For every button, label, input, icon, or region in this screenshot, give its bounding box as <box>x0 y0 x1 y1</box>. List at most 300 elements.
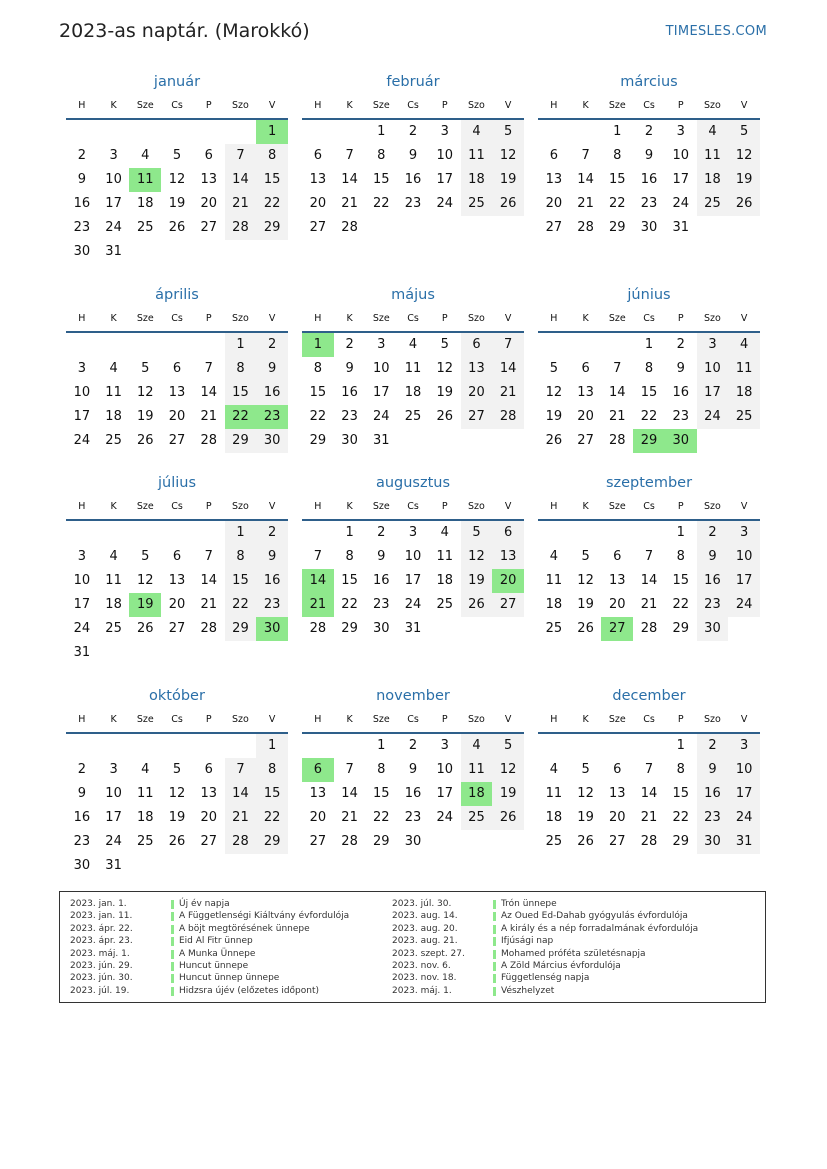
day-cell: 4 <box>141 762 150 777</box>
weekend-day-cell: 11 <box>697 144 729 168</box>
month-name: augusztus <box>375 475 451 491</box>
day-cell: 3 <box>440 124 449 139</box>
empty-cell <box>129 521 161 545</box>
day-cell: 31 <box>105 858 122 873</box>
weekend-day-cell: 23 <box>697 593 729 617</box>
day-cell: 16 <box>672 385 689 400</box>
holiday-marker-icon <box>171 925 174 934</box>
day-cell: 31 <box>373 433 390 448</box>
day-cell: 15 <box>672 573 689 588</box>
day-cell: 15 <box>609 172 626 187</box>
day-cell: 20 <box>609 597 626 612</box>
month-block <box>66 283 288 453</box>
weekend-day-cell: 7 <box>225 758 257 782</box>
day-cell: 27 <box>609 834 626 849</box>
day-cell: 8 <box>676 549 685 564</box>
day-cell: 27 <box>200 220 217 235</box>
holiday-marker-icon <box>493 912 496 921</box>
weekend-day-cell: 29 <box>256 216 288 240</box>
day-cell: 13 <box>309 786 327 801</box>
day-cell: 20 <box>309 196 327 211</box>
holiday-name: A Zöld Március évfordulója <box>501 960 621 971</box>
weekend-day-cell: 25 <box>697 192 729 216</box>
weekday-label: V <box>740 100 748 111</box>
month-block <box>302 283 524 453</box>
brand-link[interactable]: TIMESLES.COM <box>665 24 767 39</box>
week-row <box>302 758 524 782</box>
day-cell: 23 <box>404 810 422 825</box>
day-cell: 6 <box>313 148 322 163</box>
holiday-day-cell: 18 <box>461 782 493 806</box>
day-cell: 7 <box>644 762 654 777</box>
legend-row <box>392 923 712 935</box>
weekend-day-cell: 16 <box>697 569 729 593</box>
holiday-name: Huncut ünnepe <box>179 960 249 971</box>
weekend-day-cell: 19 <box>461 569 493 593</box>
weekend-day-cell: 6 <box>492 521 524 545</box>
day-cell: 5 <box>141 361 150 376</box>
month-block <box>302 70 524 240</box>
week-row <box>538 381 760 405</box>
day-cell: 31 <box>105 244 122 259</box>
day-cell: 22 <box>309 409 327 424</box>
week-row <box>66 216 288 240</box>
empty-cell <box>129 333 161 357</box>
weekend-day-cell: 9 <box>697 758 729 782</box>
day-cell: 6 <box>613 762 622 777</box>
empty-cell <box>193 854 225 878</box>
day-cell: 11 <box>137 786 154 801</box>
week-row <box>66 168 288 192</box>
weekday-label: Sze <box>608 714 626 725</box>
weekday-label: K <box>110 313 117 324</box>
day-cell: 3 <box>109 148 118 163</box>
empty-cell <box>429 429 461 453</box>
day-cell: 11 <box>404 361 422 376</box>
weekday-label: H <box>314 714 322 725</box>
weekday-label: K <box>110 714 117 725</box>
weekday-label: Sze <box>372 501 390 512</box>
day-cell: 25 <box>545 621 563 636</box>
day-cell: 5 <box>581 549 590 564</box>
week-row <box>538 429 760 453</box>
weekday-label: Sze <box>372 313 390 324</box>
day-cell: 13 <box>609 573 626 588</box>
day-cell: 25 <box>105 621 122 636</box>
week-row <box>302 120 524 144</box>
weekday-label: Cs <box>643 313 655 324</box>
weekend-day-cell: 19 <box>492 782 524 806</box>
day-cell: 28 <box>341 834 358 849</box>
weekend-day-cell: 5 <box>461 521 493 545</box>
day-cell: 1 <box>676 738 685 753</box>
empty-cell <box>570 734 602 758</box>
empty-cell <box>98 521 130 545</box>
weekday-label: P <box>205 714 212 725</box>
week-row <box>66 521 288 545</box>
day-cell: 5 <box>172 148 182 163</box>
day-cell: 31 <box>672 220 689 235</box>
empty-cell <box>728 216 760 240</box>
weekday-label: Szo <box>232 714 249 725</box>
day-cell: 30 <box>404 834 422 849</box>
weekend-day-cell: 7 <box>492 333 524 357</box>
empty-cell <box>302 521 334 545</box>
weekday-label: V <box>268 100 276 111</box>
holiday-date: 2023. jún. 29. <box>70 960 133 971</box>
day-cell: 28 <box>200 433 217 448</box>
day-cell: 28 <box>577 220 594 235</box>
holiday-name: Vészhelyzet <box>501 985 555 996</box>
holiday-day-cell: 11 <box>129 168 161 192</box>
day-cell: 1 <box>377 738 386 753</box>
weekday-label: H <box>78 100 86 111</box>
weekday-label: Sze <box>608 313 626 324</box>
week-row <box>302 333 524 357</box>
holiday-date: 2023. szept. 27. <box>392 948 465 959</box>
day-cell: 5 <box>141 549 150 564</box>
day-cell: 10 <box>404 549 422 564</box>
weekend-day-cell: 11 <box>728 357 760 381</box>
weekday-label: H <box>78 714 86 725</box>
month-name: október <box>149 688 205 704</box>
day-cell: 29 <box>341 621 358 636</box>
day-cell: 14 <box>609 385 626 400</box>
weekend-day-cell: 25 <box>461 192 493 216</box>
empty-cell <box>161 641 193 665</box>
empty-cell <box>161 120 193 144</box>
week-row <box>66 192 288 216</box>
day-cell: 14 <box>577 172 594 187</box>
month-block <box>538 283 760 453</box>
day-cell: 11 <box>436 549 453 564</box>
week-row <box>302 545 524 569</box>
week-row <box>302 144 524 168</box>
day-cell: 24 <box>73 433 91 448</box>
month-block <box>66 684 288 878</box>
day-cell: 17 <box>73 409 91 424</box>
holiday-marker-icon <box>171 974 174 983</box>
day-cell: 14 <box>200 385 217 400</box>
day-cell: 4 <box>549 762 558 777</box>
weekday-label: P <box>205 501 212 512</box>
day-cell: 17 <box>105 810 122 825</box>
day-cell: 21 <box>640 810 658 825</box>
weekday-label: Cs <box>171 313 183 324</box>
day-cell: 10 <box>436 762 453 777</box>
empty-cell <box>66 120 98 144</box>
day-cell: 9 <box>77 172 86 187</box>
holiday-name: Hidzsra újév (előzetes időpont) <box>179 985 320 996</box>
week-row <box>538 758 760 782</box>
day-cell: 6 <box>204 148 213 163</box>
weekday-header <box>302 495 524 521</box>
day-cell: 26 <box>577 621 594 636</box>
weekday-header <box>538 708 760 734</box>
day-cell: 11 <box>105 573 122 588</box>
weekday-label: H <box>78 501 86 512</box>
week-row <box>538 216 760 240</box>
weekday-label: K <box>582 714 589 725</box>
day-cell: 3 <box>77 549 86 564</box>
weekend-day-cell: 21 <box>225 806 257 830</box>
day-cell: 12 <box>436 361 453 376</box>
holiday-name: A Függetlenségi Kiáltvány évfordulója <box>179 911 350 922</box>
day-cell: 18 <box>105 409 122 424</box>
empty-cell <box>161 521 193 545</box>
weekday-label: V <box>504 100 512 111</box>
day-cell: 14 <box>200 573 217 588</box>
holiday-date: 2023. máj. 1. <box>392 985 452 996</box>
weekday-header <box>66 307 288 333</box>
empty-cell <box>161 240 193 264</box>
weekend-day-cell: 5 <box>728 120 760 144</box>
day-cell: 24 <box>436 810 453 825</box>
week-row <box>66 405 288 429</box>
holiday-day-cell: 14 <box>302 569 334 593</box>
day-cell: 8 <box>345 549 354 564</box>
empty-cell <box>601 333 633 357</box>
day-cell: 18 <box>545 597 563 612</box>
weekday-label: Szo <box>468 501 485 512</box>
empty-cell <box>461 429 493 453</box>
day-cell: 21 <box>341 196 358 211</box>
day-cell: 22 <box>640 409 658 424</box>
weekend-day-cell: 18 <box>461 168 493 192</box>
weekend-day-cell: 7 <box>225 144 257 168</box>
day-cell: 24 <box>73 621 91 636</box>
day-cell: 17 <box>672 172 689 187</box>
day-cell: 30 <box>73 244 91 259</box>
weekend-day-cell: 5 <box>492 120 524 144</box>
legend-row <box>392 972 712 984</box>
legend-row <box>70 923 390 935</box>
holiday-date: 2023. ápr. 22. <box>70 923 133 934</box>
day-cell: 16 <box>73 810 91 825</box>
empty-cell <box>193 333 225 357</box>
day-cell: 2 <box>644 124 654 139</box>
weekend-day-cell: 3 <box>728 521 760 545</box>
weekend-day-cell: 23 <box>697 806 729 830</box>
holiday-day-cell: 30 <box>256 617 288 641</box>
day-cell: 18 <box>105 597 122 612</box>
day-cell: 14 <box>341 172 358 187</box>
month-name: november <box>376 688 450 704</box>
legend-row <box>392 985 712 997</box>
weekday-label: K <box>582 100 589 111</box>
weekend-day-cell: 9 <box>256 357 288 381</box>
weekend-day-cell: 6 <box>461 333 493 357</box>
holiday-day-cell: 23 <box>256 405 288 429</box>
day-cell: 5 <box>581 762 590 777</box>
weekend-day-cell: 30 <box>256 429 288 453</box>
week-row <box>66 120 288 144</box>
day-cell: 26 <box>577 834 594 849</box>
day-cell: 21 <box>609 409 626 424</box>
week-row <box>538 192 760 216</box>
empty-cell <box>461 617 493 641</box>
weekday-label: Sze <box>608 100 626 111</box>
month-block <box>66 70 288 264</box>
weekday-label: Sze <box>136 714 154 725</box>
day-cell: 12 <box>545 385 563 400</box>
weekday-label: K <box>110 501 117 512</box>
empty-cell <box>98 120 130 144</box>
week-row <box>538 357 760 381</box>
weekend-day-cell: 11 <box>461 144 493 168</box>
holiday-day-cell: 1 <box>256 120 288 144</box>
day-cell: 27 <box>168 433 186 448</box>
holiday-marker-icon <box>493 962 496 971</box>
day-cell: 3 <box>377 337 386 352</box>
weekend-day-cell: 1 <box>256 734 288 758</box>
empty-cell <box>225 240 257 264</box>
weekday-label: H <box>550 501 558 512</box>
day-cell: 21 <box>640 597 658 612</box>
weekend-day-cell: 22 <box>225 593 257 617</box>
legend-row <box>70 910 390 922</box>
day-cell: 24 <box>404 597 422 612</box>
day-cell: 27 <box>309 834 327 849</box>
day-cell: 25 <box>105 433 122 448</box>
day-cell: 21 <box>341 810 358 825</box>
holiday-date: 2023. ápr. 23. <box>70 936 133 947</box>
empty-cell <box>66 521 98 545</box>
holiday-date: 2023. aug. 20. <box>392 923 458 934</box>
day-cell: 25 <box>545 834 563 849</box>
month-block <box>302 684 524 854</box>
weekday-label: Szo <box>704 501 721 512</box>
empty-cell <box>601 734 633 758</box>
weekday-header <box>302 708 524 734</box>
holiday-marker-icon <box>171 950 174 959</box>
day-cell: 12 <box>168 786 186 801</box>
weekend-day-cell: 16 <box>256 381 288 405</box>
weekday-label: Sze <box>372 100 390 111</box>
weekday-label: Cs <box>171 501 183 512</box>
day-cell: 25 <box>137 220 154 235</box>
week-row <box>538 545 760 569</box>
weekend-day-cell: 25 <box>728 405 760 429</box>
empty-cell <box>98 333 130 357</box>
weekend-day-cell: 24 <box>697 405 729 429</box>
empty-cell <box>633 734 665 758</box>
holiday-day-cell: 1 <box>302 333 334 357</box>
day-cell: 17 <box>373 385 390 400</box>
weekend-day-cell: 29 <box>256 830 288 854</box>
weekend-day-cell: 4 <box>461 120 493 144</box>
weekend-day-cell: 27 <box>461 405 493 429</box>
empty-cell <box>66 734 98 758</box>
week-row <box>538 593 760 617</box>
weekday-label: V <box>268 501 276 512</box>
weekend-day-cell: 18 <box>697 168 729 192</box>
weekend-day-cell: 8 <box>225 357 257 381</box>
month-block <box>302 471 524 641</box>
weekend-day-cell: 11 <box>461 758 493 782</box>
weekend-day-cell: 28 <box>225 830 257 854</box>
day-cell: 24 <box>672 196 689 211</box>
day-cell: 1 <box>613 124 622 139</box>
weekend-day-cell: 12 <box>461 545 493 569</box>
week-row <box>538 521 760 545</box>
weekend-day-cell: 15 <box>256 168 288 192</box>
weekend-day-cell: 3 <box>728 734 760 758</box>
day-cell: 12 <box>577 786 594 801</box>
week-row <box>66 854 288 878</box>
day-cell: 30 <box>73 858 91 873</box>
empty-cell <box>193 120 225 144</box>
day-cell: 2 <box>77 148 86 163</box>
weekday-label: H <box>314 501 322 512</box>
weekend-day-cell: 23 <box>256 593 288 617</box>
weekend-day-cell: 17 <box>728 569 760 593</box>
day-cell: 4 <box>141 148 150 163</box>
holiday-marker-icon <box>171 987 174 996</box>
week-row <box>66 782 288 806</box>
week-row <box>66 641 288 665</box>
weekend-day-cell: 4 <box>461 734 493 758</box>
day-cell: 1 <box>644 337 654 352</box>
day-cell: 25 <box>436 597 453 612</box>
empty-cell <box>538 333 570 357</box>
weekday-label: P <box>205 100 212 111</box>
month-block <box>538 684 760 854</box>
day-cell: 16 <box>73 196 91 211</box>
day-cell: 15 <box>309 385 327 400</box>
day-cell: 17 <box>73 597 91 612</box>
day-cell: 9 <box>408 762 418 777</box>
legend-row <box>70 948 390 960</box>
day-cell: 10 <box>105 172 122 187</box>
week-row <box>302 806 524 830</box>
weekend-day-cell: 8 <box>256 758 288 782</box>
day-cell: 4 <box>440 525 449 540</box>
day-cell: 31 <box>404 621 422 636</box>
weekend-day-cell: 9 <box>697 545 729 569</box>
weekday-label: Cs <box>171 100 183 111</box>
day-cell: 30 <box>373 621 390 636</box>
day-cell: 16 <box>373 573 390 588</box>
empty-cell <box>302 120 334 144</box>
month-name: január <box>153 74 201 90</box>
empty-cell <box>365 216 397 240</box>
weekday-label: Cs <box>407 313 419 324</box>
day-cell: 9 <box>644 148 654 163</box>
weekday-header <box>538 307 760 333</box>
week-row <box>538 144 760 168</box>
weekday-label: V <box>740 313 748 324</box>
day-cell: 7 <box>345 148 354 163</box>
empty-cell <box>538 734 570 758</box>
empty-cell <box>129 120 161 144</box>
day-cell: 24 <box>105 834 122 849</box>
weekday-label: Cs <box>643 100 655 111</box>
day-cell: 10 <box>672 148 689 163</box>
holiday-date: 2023. jún. 30. <box>70 973 133 984</box>
legend-column-right <box>392 898 712 997</box>
day-cell: 20 <box>309 810 327 825</box>
weekend-day-cell: 21 <box>492 381 524 405</box>
holiday-marker-icon <box>171 912 174 921</box>
day-cell: 21 <box>577 196 594 211</box>
holiday-marker-icon <box>171 937 174 946</box>
weekday-label: Sze <box>136 313 154 324</box>
holiday-date: 2023. júl. 19. <box>70 985 130 996</box>
day-cell: 15 <box>640 385 658 400</box>
day-cell: 7 <box>581 148 590 163</box>
month-block <box>538 471 760 641</box>
